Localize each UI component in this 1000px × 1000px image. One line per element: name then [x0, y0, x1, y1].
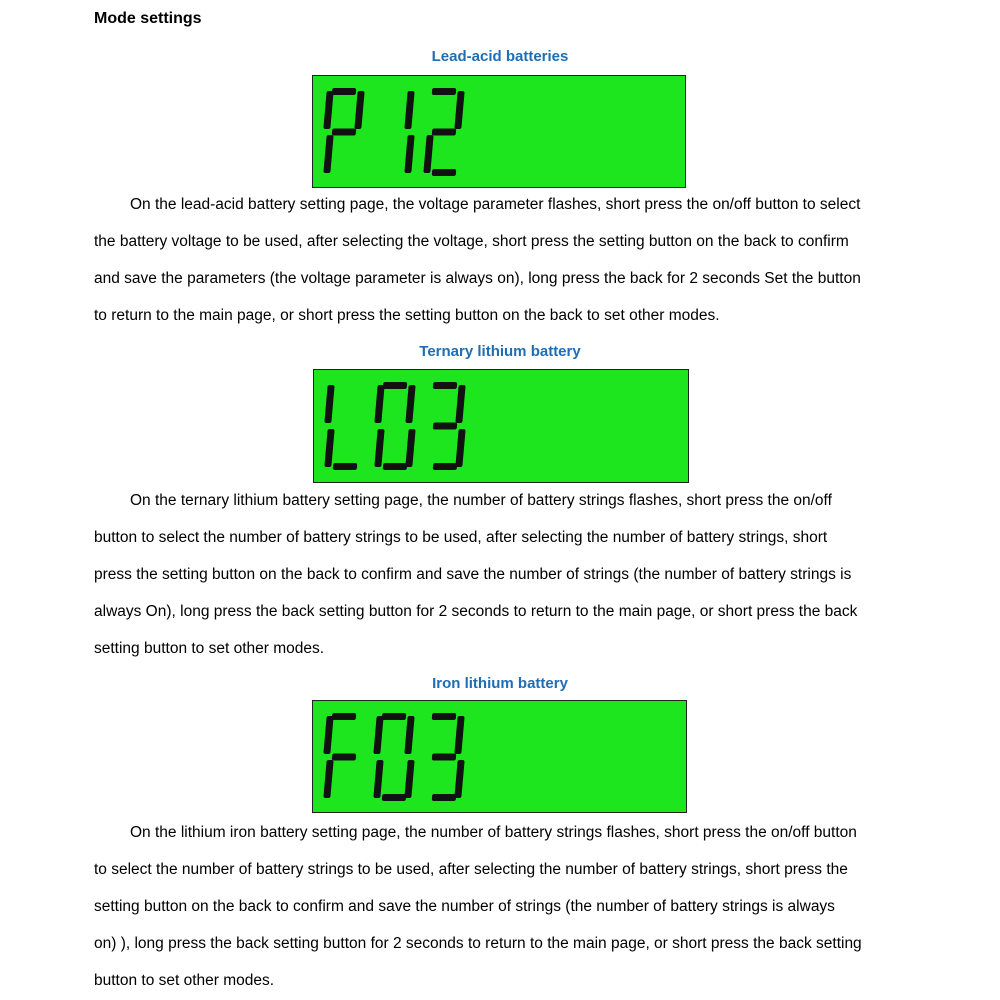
paragraph-line: setting button to set other modes. [94, 640, 325, 657]
lcd-digit [323, 88, 364, 173]
paragraph-line: always On), long press the back setting button for 2 seconds to return to the main page, or short press the back [94, 603, 858, 620]
lcd-segment-d [433, 463, 458, 470]
paragraph-line: button to select the number of battery strings to be used, after selecting the number of battery strings, short [94, 529, 828, 546]
section-paragraph-ternary-lithium [94, 482, 914, 667]
lcd-segment-c [455, 429, 465, 467]
lcd-digits [313, 76, 687, 189]
lcd-segment-b [454, 716, 464, 754]
paragraph-line: on) ), long press the back setting button for 2 seconds to return to the main page, or short press the back setting [94, 935, 862, 952]
lcd-digit [374, 382, 415, 470]
lcd-segment-f [373, 716, 383, 754]
lcd-segment-a [383, 382, 408, 389]
lcd-segment-g [332, 129, 357, 136]
lcd-display-iron-lithium [312, 700, 687, 813]
lcd-segment-a [332, 713, 357, 720]
lcd-segment-a [332, 88, 357, 95]
section-caption-iron-lithium: Iron lithium battery [432, 675, 568, 692]
lcd-segment-g [332, 754, 357, 761]
lcd-segment-c [405, 429, 415, 467]
paragraph-line: to select the number of battery strings to be used, after selecting the number of battery strings, short press the [94, 861, 848, 878]
lcd-segment-d [432, 169, 457, 176]
lcd-digit [373, 713, 414, 801]
lcd-segment-d [333, 463, 358, 470]
paragraph-line: press the setting button on the back to confirm and save the number of strings (the number of battery strings is [94, 566, 852, 583]
lcd-segment-c [404, 760, 414, 798]
section-caption-ternary-lithium: Ternary lithium battery [419, 343, 581, 360]
lcd-segment-e [323, 760, 333, 798]
paragraph-line: setting button on the back to confirm and save the number of strings (the number of battery strings is always [94, 898, 835, 915]
lcd-segment-g [433, 423, 458, 430]
lcd-segment-b [405, 385, 415, 423]
lcd-segment-d [432, 794, 457, 801]
lcd-digit [432, 713, 465, 801]
lcd-segment-b [354, 91, 364, 129]
lcd-segment-f [324, 385, 334, 423]
lcd-digit [404, 91, 414, 173]
lcd-segment-a [382, 713, 407, 720]
lcd-segment-b [404, 91, 414, 129]
paragraph-line: the battery voltage to be used, after selecting the voltage, short press the setting button on the back to confirm [94, 233, 849, 250]
lcd-digit [323, 713, 356, 798]
lcd-segment-e [423, 135, 433, 173]
lcd-segment-e [374, 429, 384, 467]
lcd-segment-g [432, 129, 457, 136]
lcd-digit [324, 385, 357, 470]
lcd-segment-f [323, 716, 333, 754]
lcd-segment-e [373, 760, 383, 798]
section-paragraph-lead-acid [94, 186, 914, 334]
lcd-digits [314, 370, 690, 484]
lcd-segment-d [382, 794, 407, 801]
lcd-segment-e [323, 135, 333, 173]
paragraph-line: On the lead-acid battery setting page, the voltage parameter flashes, short press the on/off button to select [130, 196, 861, 213]
lcd-segment-c [454, 760, 464, 798]
paragraph-line: and save the parameters (the voltage parameter is always on), long press the back for 2 seconds Set the button [94, 270, 861, 287]
lcd-segment-b [455, 385, 465, 423]
section-paragraph-iron-lithium [94, 814, 914, 999]
lcd-display-lead-acid [312, 75, 686, 188]
page-heading: Mode settings [94, 10, 202, 27]
lcd-segment-e [324, 429, 334, 467]
section-caption-lead-acid: Lead-acid batteries [431, 48, 569, 65]
paragraph-line: button to set other modes. [94, 972, 275, 989]
lcd-digit [423, 88, 464, 176]
lcd-segment-a [432, 713, 457, 720]
lcd-segment-g [432, 754, 457, 761]
lcd-segment-f [323, 91, 333, 129]
paragraph-line: to return to the main page, or short press the setting button on the back to set other modes. [94, 307, 720, 324]
lcd-display-ternary-lithium [313, 369, 689, 483]
lcd-segment-a [432, 88, 457, 95]
lcd-segment-c [404, 135, 414, 173]
lcd-digits [313, 701, 688, 814]
paragraph-line: On the ternary lithium battery setting page, the number of battery strings flashes, short press the on/off [130, 492, 832, 509]
lcd-digit [433, 382, 466, 470]
lcd-segment-d [383, 463, 408, 470]
lcd-segment-b [454, 91, 464, 129]
lcd-segment-a [433, 382, 458, 389]
lcd-segment-b [404, 716, 414, 754]
paragraph-line: On the lithium iron battery setting page, the number of battery strings flashes, short press the on/off button [130, 824, 857, 841]
lcd-segment-f [374, 385, 384, 423]
